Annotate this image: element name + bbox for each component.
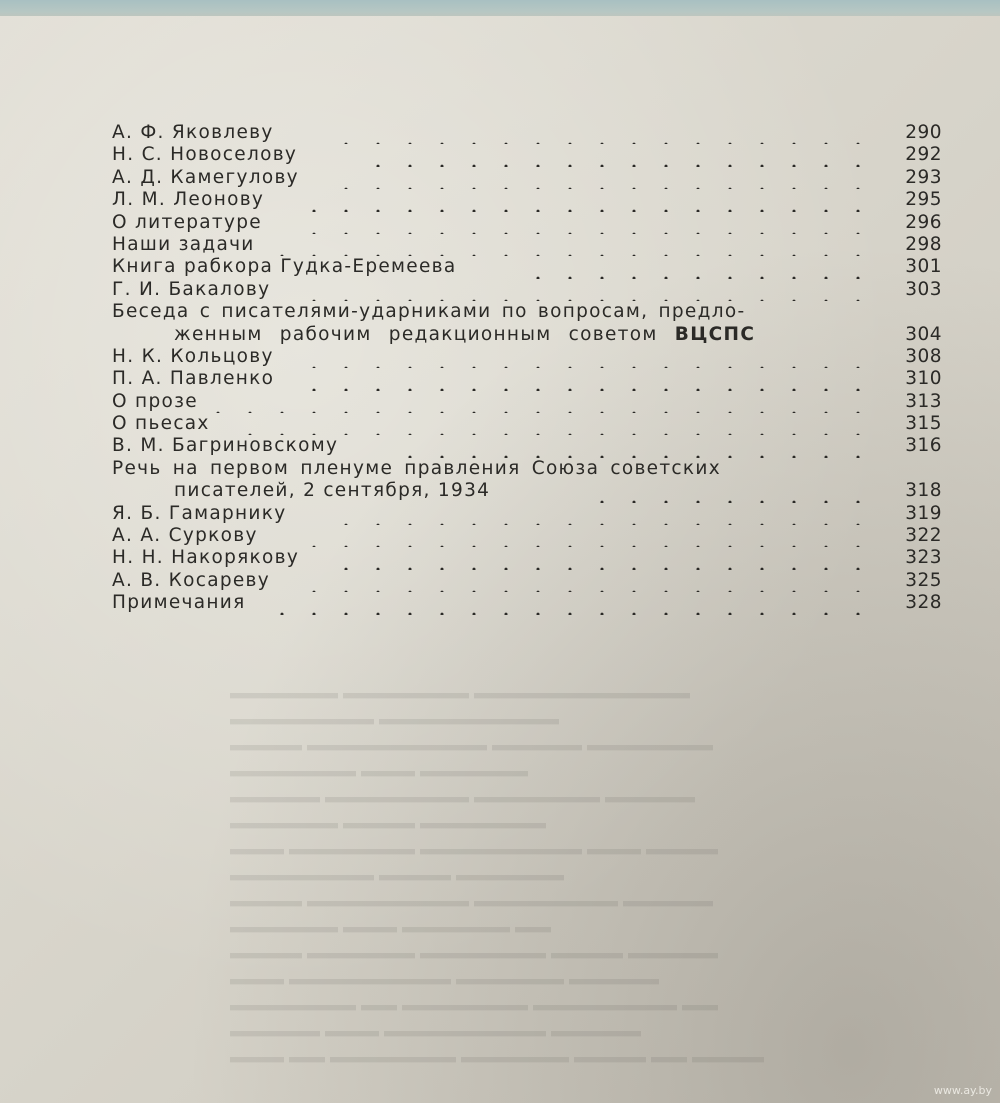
toc-entry xyxy=(112,458,944,480)
toc-entry xyxy=(112,547,944,569)
toc-entry-title: Н. С. Новоселову xyxy=(112,144,298,166)
toc-entry-page: 303 xyxy=(905,278,942,300)
toc-entry-title: Книга рабкора Гудка-Еремеева xyxy=(112,256,457,278)
toc-entry-title: А. Ф. Яковлеву xyxy=(112,122,274,143)
leader-dots xyxy=(300,525,874,547)
toc-entry-title xyxy=(174,324,755,346)
toc-entry-title: Я. Б. Гамарнику xyxy=(112,502,287,524)
toc-entry-page: 313 xyxy=(905,390,942,412)
leader-dots xyxy=(308,346,874,368)
toc-entry-title: Г. И. Бакалову xyxy=(112,278,271,300)
toc-entry xyxy=(112,592,944,614)
watermark: www.ay.by xyxy=(933,1084,992,1097)
toc-entry-title: Н. К. Кольцову xyxy=(112,345,274,367)
toc-entry-title: В. М. Багриновскому xyxy=(112,435,339,457)
toc-entry-page: 293 xyxy=(905,166,942,188)
toc-entry xyxy=(112,256,944,278)
leader-dots xyxy=(350,144,874,166)
leader-dots xyxy=(302,189,874,211)
toc-entry-page: 296 xyxy=(905,211,942,233)
toc-entry-title: П. А. Павленко xyxy=(112,368,275,390)
toc-entry xyxy=(112,480,944,502)
toc-entry-page: 315 xyxy=(905,413,942,435)
toc-entry xyxy=(112,503,944,525)
toc-entry-page: 290 xyxy=(905,122,942,143)
toc-entry-page: 328 xyxy=(905,592,942,614)
toc-entry-title: А. В. Косареву xyxy=(112,569,271,591)
toc-entry xyxy=(112,368,944,390)
toc-entry-title: Примечания xyxy=(112,592,246,614)
toc-entry-title: О пьесах xyxy=(112,413,210,435)
toc-entry-page: 308 xyxy=(905,345,942,367)
toc-entry xyxy=(112,525,944,547)
toc-entry xyxy=(112,570,944,592)
toc-entry xyxy=(112,144,944,166)
toc-entry-title: А. Д. Камегулову xyxy=(112,166,299,188)
toc-entry xyxy=(112,391,944,413)
leader-dots xyxy=(228,413,874,435)
book-page xyxy=(0,16,1000,1103)
toc-entry xyxy=(112,301,944,323)
toc-entry-title: Речь на первом пленуме правления Союза советских xyxy=(112,457,721,479)
toc-entry-page: 323 xyxy=(905,547,942,569)
show-through-text: ▬▬▬ ▬▬ ▬▬▬▬▬▬▬ ▬▬▬▬▬▬ ▬▬▬▬ ▬▬ ▬▬▬▬ ▬▬▬▬▬ ▬▬▬ ▬▬▬▬▬▬▬▬▬ ▬▬▬▬▬ ▬▬▬▬▬▬▬ ▬▬ ▬▬▬▬▬▬▬ ▬▬▬▬▬▬▬▬ ▬▬ ▬▬▬ ▬▬▬▬▬▬▬▬▬ ▬▬▬▬▬▬ ▬▬▬▬▬ ▬▬▬▬ ▬▬▬▬▬▬ ▬▬▬▬▬▬▬ ▬▬▬▬ ▬▬▬▬▬ ▬▬▬▬▬▬ ▬▬▬ ▬▬▬▬▬▬ ▬▬ ▬▬▬▬ ▬▬▬▬▬▬▬▬▬ ▬▬▬▬▬▬▬▬ ▬▬▬▬▬ ▬▬▬▬▬▬▬▬ ▬▬▬▬ ▬▬▬▬▬▬ ▬▬▬ ▬▬▬▬▬▬▬ ▬▬▬▬▬▬▬▬▬ ▬▬▬ ▬▬▬▬ ▬▬▬▬▬▬ ▬▬▬▬ ▬▬▬▬▬▬▬ ▬▬▬▬▬ ▬▬▬▬▬▬▬▬ ▬▬▬▬▬▬▬ ▬▬▬▬▬ ▬▬▬▬▬▬▬ ▬▬▬ ▬▬▬▬▬▬ ▬▬▬▬ ▬▬▬▬▬▬▬▬▬▬ ▬▬▬▬▬ ▬▬▬▬▬▬▬ ▬▬▬▬▬▬▬▬ ▬▬▬▬▬▬▬▬▬▬ ▬▬▬▬▬▬ ▬▬▬▬▬▬▬ ▬▬▬▬▬▬▬▬▬▬▬▬ xyxy=(230,689,765,1073)
toc-entry-page: 316 xyxy=(905,435,942,457)
leader-dots xyxy=(338,167,874,189)
leader-dots xyxy=(326,503,874,525)
toc-entry-page: 325 xyxy=(905,569,942,591)
toc-entry xyxy=(112,122,944,144)
toc-entry-page: 322 xyxy=(905,525,942,547)
toc-entry-page: 295 xyxy=(905,189,942,211)
toc-entry xyxy=(112,212,944,234)
toc-entry-title-text: женным рабочим редакционным советом xyxy=(174,323,675,345)
toc-entry-page: 298 xyxy=(905,233,942,255)
toc-entry xyxy=(112,346,944,368)
leader-dots xyxy=(342,547,874,569)
toc-entry-title: Л. М. Леонову xyxy=(112,189,265,211)
leader-dots xyxy=(288,212,874,234)
leader-dots xyxy=(582,480,874,502)
leader-dots xyxy=(516,256,874,278)
table-of-contents xyxy=(112,122,944,615)
leader-dots xyxy=(308,368,874,390)
toc-entry xyxy=(112,167,944,189)
toc-entry-page: 318 xyxy=(905,480,942,502)
toc-entry-page: 292 xyxy=(905,144,942,166)
toc-entry-page: 319 xyxy=(905,502,942,524)
leader-dots xyxy=(304,279,874,301)
toc-entry-title: Беседа с писателями-ударниками по вопросам, предло- xyxy=(112,301,746,323)
toc-entry-title: А. А. Суркову xyxy=(112,525,258,547)
toc-entry xyxy=(112,279,944,301)
leader-dots xyxy=(336,122,874,144)
toc-entry xyxy=(112,189,944,211)
toc-entry-title: писателей, 2 сентября, 1934 xyxy=(174,480,491,502)
toc-entry-page: 310 xyxy=(905,368,942,390)
leader-dots xyxy=(312,570,874,592)
toc-entry-title: О прозе xyxy=(112,390,198,412)
toc-entry-title-abbreviation: ВЦСПС xyxy=(674,323,756,345)
toc-entry xyxy=(112,234,944,256)
toc-entry-title: Н. Н. Накорякову xyxy=(112,547,300,569)
leader-dots xyxy=(212,391,874,413)
toc-entry xyxy=(112,324,944,346)
toc-entry-title: Наши задачи xyxy=(112,233,255,255)
toc-entry xyxy=(112,435,944,457)
leader-dots xyxy=(278,592,874,614)
toc-entry-page: 304 xyxy=(905,323,942,345)
toc-entry xyxy=(112,413,944,435)
toc-entry-title: О литературе xyxy=(112,211,262,233)
leader-dots xyxy=(386,435,874,457)
leader-dots xyxy=(258,234,874,256)
toc-entry-page: 301 xyxy=(905,256,942,278)
